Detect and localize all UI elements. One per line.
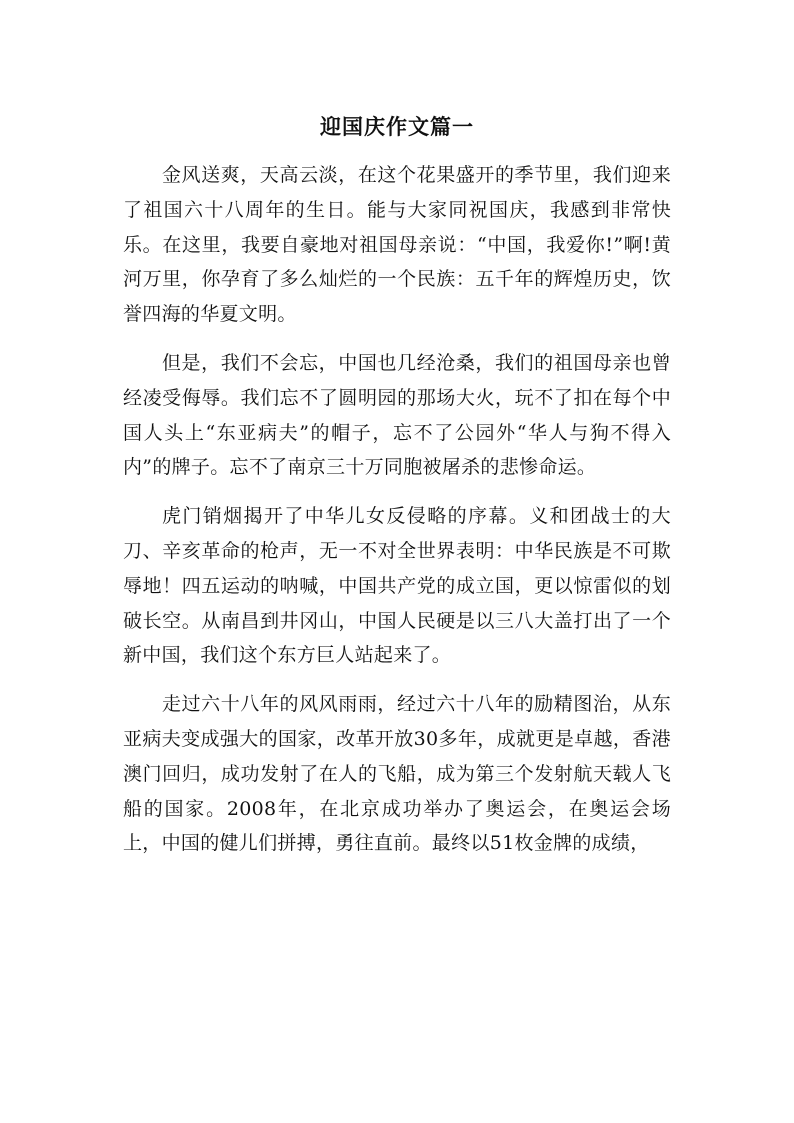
paragraph-1: 金风送爽，天高云淡，在这个花果盛开的季节里，我们迎来了祖国六十八周年的生日。能与大家同祝国庆，我感到非常快乐。在这里，我要自豪地对祖国母亲说：“中国，我爱你!”啊!黄河万里，你孕育了多么灿烂的一个民族：五千年的辉煌历史，饮誉四海的华夏文明。: [123, 164, 671, 326]
paragraph-2: 但是，我们不会忘，中国也几经沧桑，我们的祖国母亲也曾经凌受侮辱。我们忘不了圆明园的那场大火，玩不了扣在每个中国人头上“东亚病夫”的帽子，忘不了公园外“华人与狗不得入内”的牌子。忘不了南京三十万同胞被屠杀的悲惨命运。: [123, 351, 671, 479]
paragraph-4: 走过六十八年的风风雨雨，经过六十八年的励精图治，从东亚病夫变成强大的国家，改革开放30多年，成就更是卓越，香港澳门回归，成功发射了在人的飞船，成为第三个发射航天载人飞船的国家。2008年，在北京成功举办了奥运会，在奥运会场上，中国的健儿们拼搏，勇往直前。最终以51枚金牌的成绩，: [123, 693, 671, 855]
paragraph-3: 虎门销烟揭开了中华儿女反侵略的序幕。义和团战士的大刀、辛亥革命的枪声，无一不对全世界表明：中华民族是不可欺辱地！四五运动的呐喊，中国共产党的成立国，更以惊雷似的划破长空。从南昌到井冈山，中国人民硬是以三八大盖打出了一个新中国，我们这个东方巨人站起来了。: [123, 505, 671, 667]
document-body: [123, 158, 671, 875]
document-title: 迎国庆作文篇一: [320, 114, 474, 139]
